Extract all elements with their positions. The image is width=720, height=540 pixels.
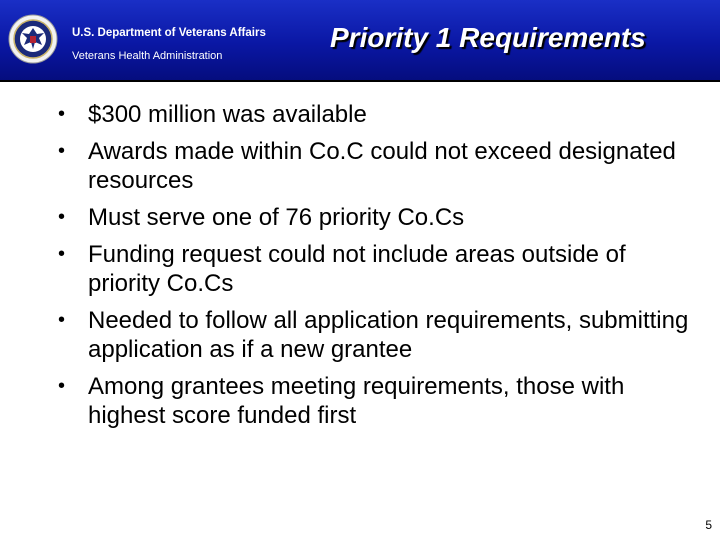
bullet-marker: • xyxy=(58,140,66,162)
va-seal-icon xyxy=(8,14,58,64)
bullet-marker: • xyxy=(58,243,66,265)
bullet-text: $300 million was available xyxy=(88,101,367,128)
bullet-text: Funding request could not include areas outside of priority Co.Cs xyxy=(88,241,626,297)
bullet-text: Needed to follow all application requirements, submitting application as if a new grantee xyxy=(88,307,689,363)
bullet-item xyxy=(56,240,696,298)
header-band xyxy=(0,0,720,82)
bullet-list xyxy=(56,100,696,438)
bullet-text: Among grantees meeting requirements, those with highest score funded first xyxy=(88,373,625,429)
bullet-marker: • xyxy=(58,375,66,397)
bullet-marker: • xyxy=(58,309,66,331)
department-name: U.S. Department of Veterans Affairs xyxy=(72,27,266,39)
bullet-item xyxy=(56,306,696,364)
administration-name: Veterans Health Administration xyxy=(72,50,223,62)
page-number: 5 xyxy=(705,518,712,532)
slide-title: Priority 1 Requirements xyxy=(330,22,646,53)
bullet-item xyxy=(56,137,696,195)
bullet-item xyxy=(56,372,696,430)
bullet-text: Must serve one of 76 priority Co.Cs xyxy=(88,204,465,231)
bullet-item xyxy=(56,100,696,129)
bullet-marker: • xyxy=(58,103,66,125)
bullet-text: Awards made within Co.C could not exceed designated resources xyxy=(88,138,676,194)
bullet-item xyxy=(56,203,696,232)
bullet-marker: • xyxy=(58,206,66,228)
